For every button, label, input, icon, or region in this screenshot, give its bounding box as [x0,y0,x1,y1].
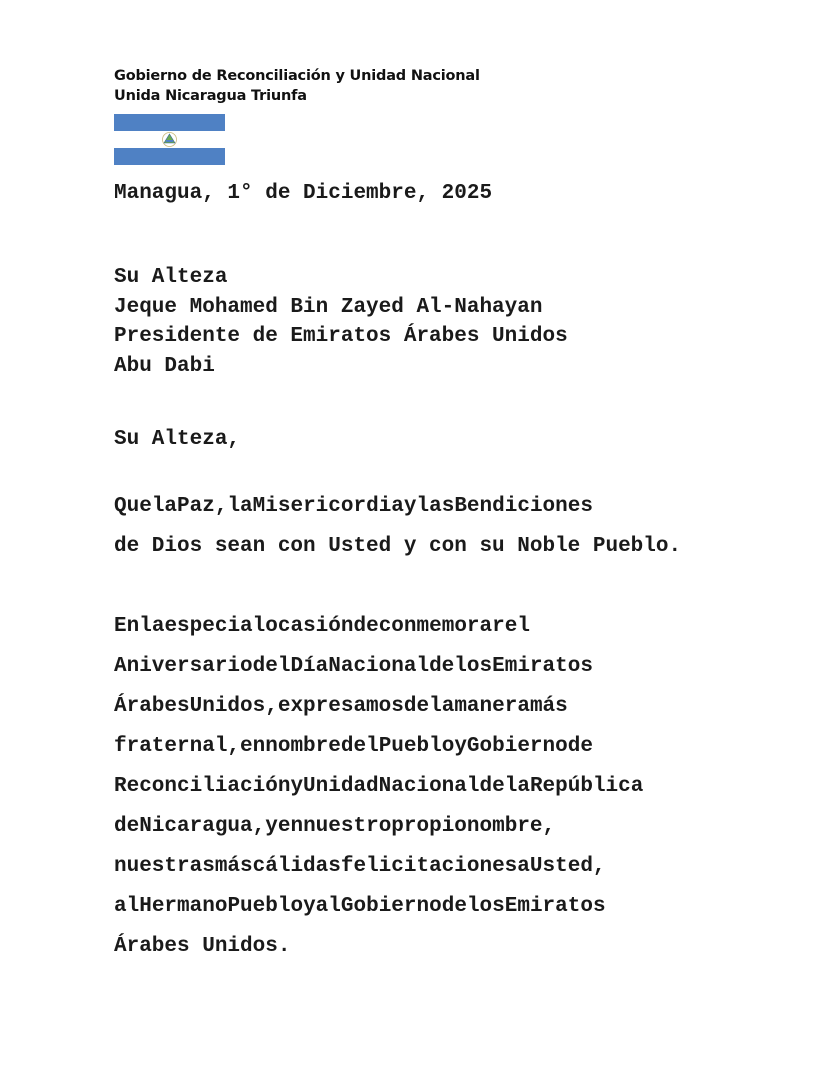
word: a [517,855,530,878]
paragraph-line: Árabes Unidos. [114,935,291,958]
flag-top-band [114,114,225,131]
word: conmemorar [378,615,505,638]
flag-middle-band [114,131,225,148]
word: la [504,775,530,798]
paragraph-line [114,727,711,767]
word: Unidos, [189,695,278,718]
word: de [441,895,467,918]
word: y [265,815,278,838]
word: Pueblo [227,895,304,918]
word: nuestras [114,855,215,878]
word: del [340,735,379,758]
word: nombre, [466,815,556,838]
word: Unidad [303,775,379,798]
word: Gobierno [466,735,568,758]
word: Nacional [328,655,430,678]
recipient-name: Jeque Mohamed Bin Zayed Al-Nahayan [114,296,543,319]
word: Emiratos [504,895,606,918]
paragraph-line [114,607,711,647]
paragraph-line [114,767,711,807]
word: Reconciliación [114,775,291,798]
paragraph-line: de Dios sean con Usted y con su Noble Pueblo. [114,535,682,558]
word: Nicaragua, [139,815,266,838]
word: del [252,655,291,678]
word: Bendiciones [454,495,593,518]
word: más [529,695,568,718]
word: Aniversario [114,655,253,678]
word: de [403,695,430,718]
salutation: Su Alteza, [114,428,241,451]
word: Usted, [529,855,606,878]
recipient-title: Su Alteza [114,266,228,289]
paragraph-line [114,847,711,887]
word: felicitaciones [340,855,518,878]
recipient-city: Abu Dabi [114,355,215,378]
word: Misericordia [252,495,404,518]
greeting-paragraph [114,487,711,567]
word: de [567,735,593,758]
flag-bottom-band [114,148,225,165]
word: ocasión [265,615,354,638]
word: el [504,615,530,638]
word: la [227,495,253,518]
word: de [429,655,455,678]
word: al [315,895,341,918]
word: Día [290,655,329,678]
paragraph-line [114,487,711,527]
paragraph-line [114,647,711,687]
word: los [466,895,505,918]
word: de [479,775,505,798]
word: En [114,615,140,638]
date-line: Managua, 1° de Diciembre, 2025 [114,182,493,205]
word: nuestro [303,815,392,838]
body-paragraph [114,607,711,967]
word: especial [164,615,266,638]
word: Paz, [177,495,228,518]
word: manera [454,695,530,718]
word: fraternal, [114,735,241,758]
word: la [429,695,455,718]
word: y [454,735,467,758]
word: al [114,895,140,918]
word: cálidas [252,855,341,878]
word: Nacional [378,775,480,798]
letterhead-slogan: Unida Nicaragua Triunfa [114,88,307,104]
word: Emiratos [492,655,593,678]
letterhead-government-name: Gobierno de Reconciliación y Unidad Nacional [114,68,480,84]
word: Pueblo [378,735,455,758]
word: más [214,855,253,878]
word: los [454,655,493,678]
nicaragua-flag-icon [114,114,225,165]
word: las [416,495,455,518]
word: de [353,615,379,638]
paragraph-line [114,687,711,727]
word: nombre [265,735,341,758]
word: Árabes [114,695,190,718]
word: la [151,495,178,518]
word: y [403,495,417,518]
word: propio [391,815,467,838]
word: Que [114,495,152,518]
paragraph-line [114,887,711,927]
word: en [240,735,266,758]
word: República [529,775,644,798]
paragraph-line [114,807,711,847]
word: la [139,615,165,638]
word: Gobierno [340,895,442,918]
coat-of-arms-icon [114,131,225,148]
word: y [303,895,316,918]
word: de [114,815,140,838]
word: y [290,775,304,798]
word: en [277,815,304,838]
recipient-position: Presidente de Emiratos Árabes Unidos [114,325,568,348]
word: Hermano [139,895,228,918]
word: expresamos [277,695,404,718]
